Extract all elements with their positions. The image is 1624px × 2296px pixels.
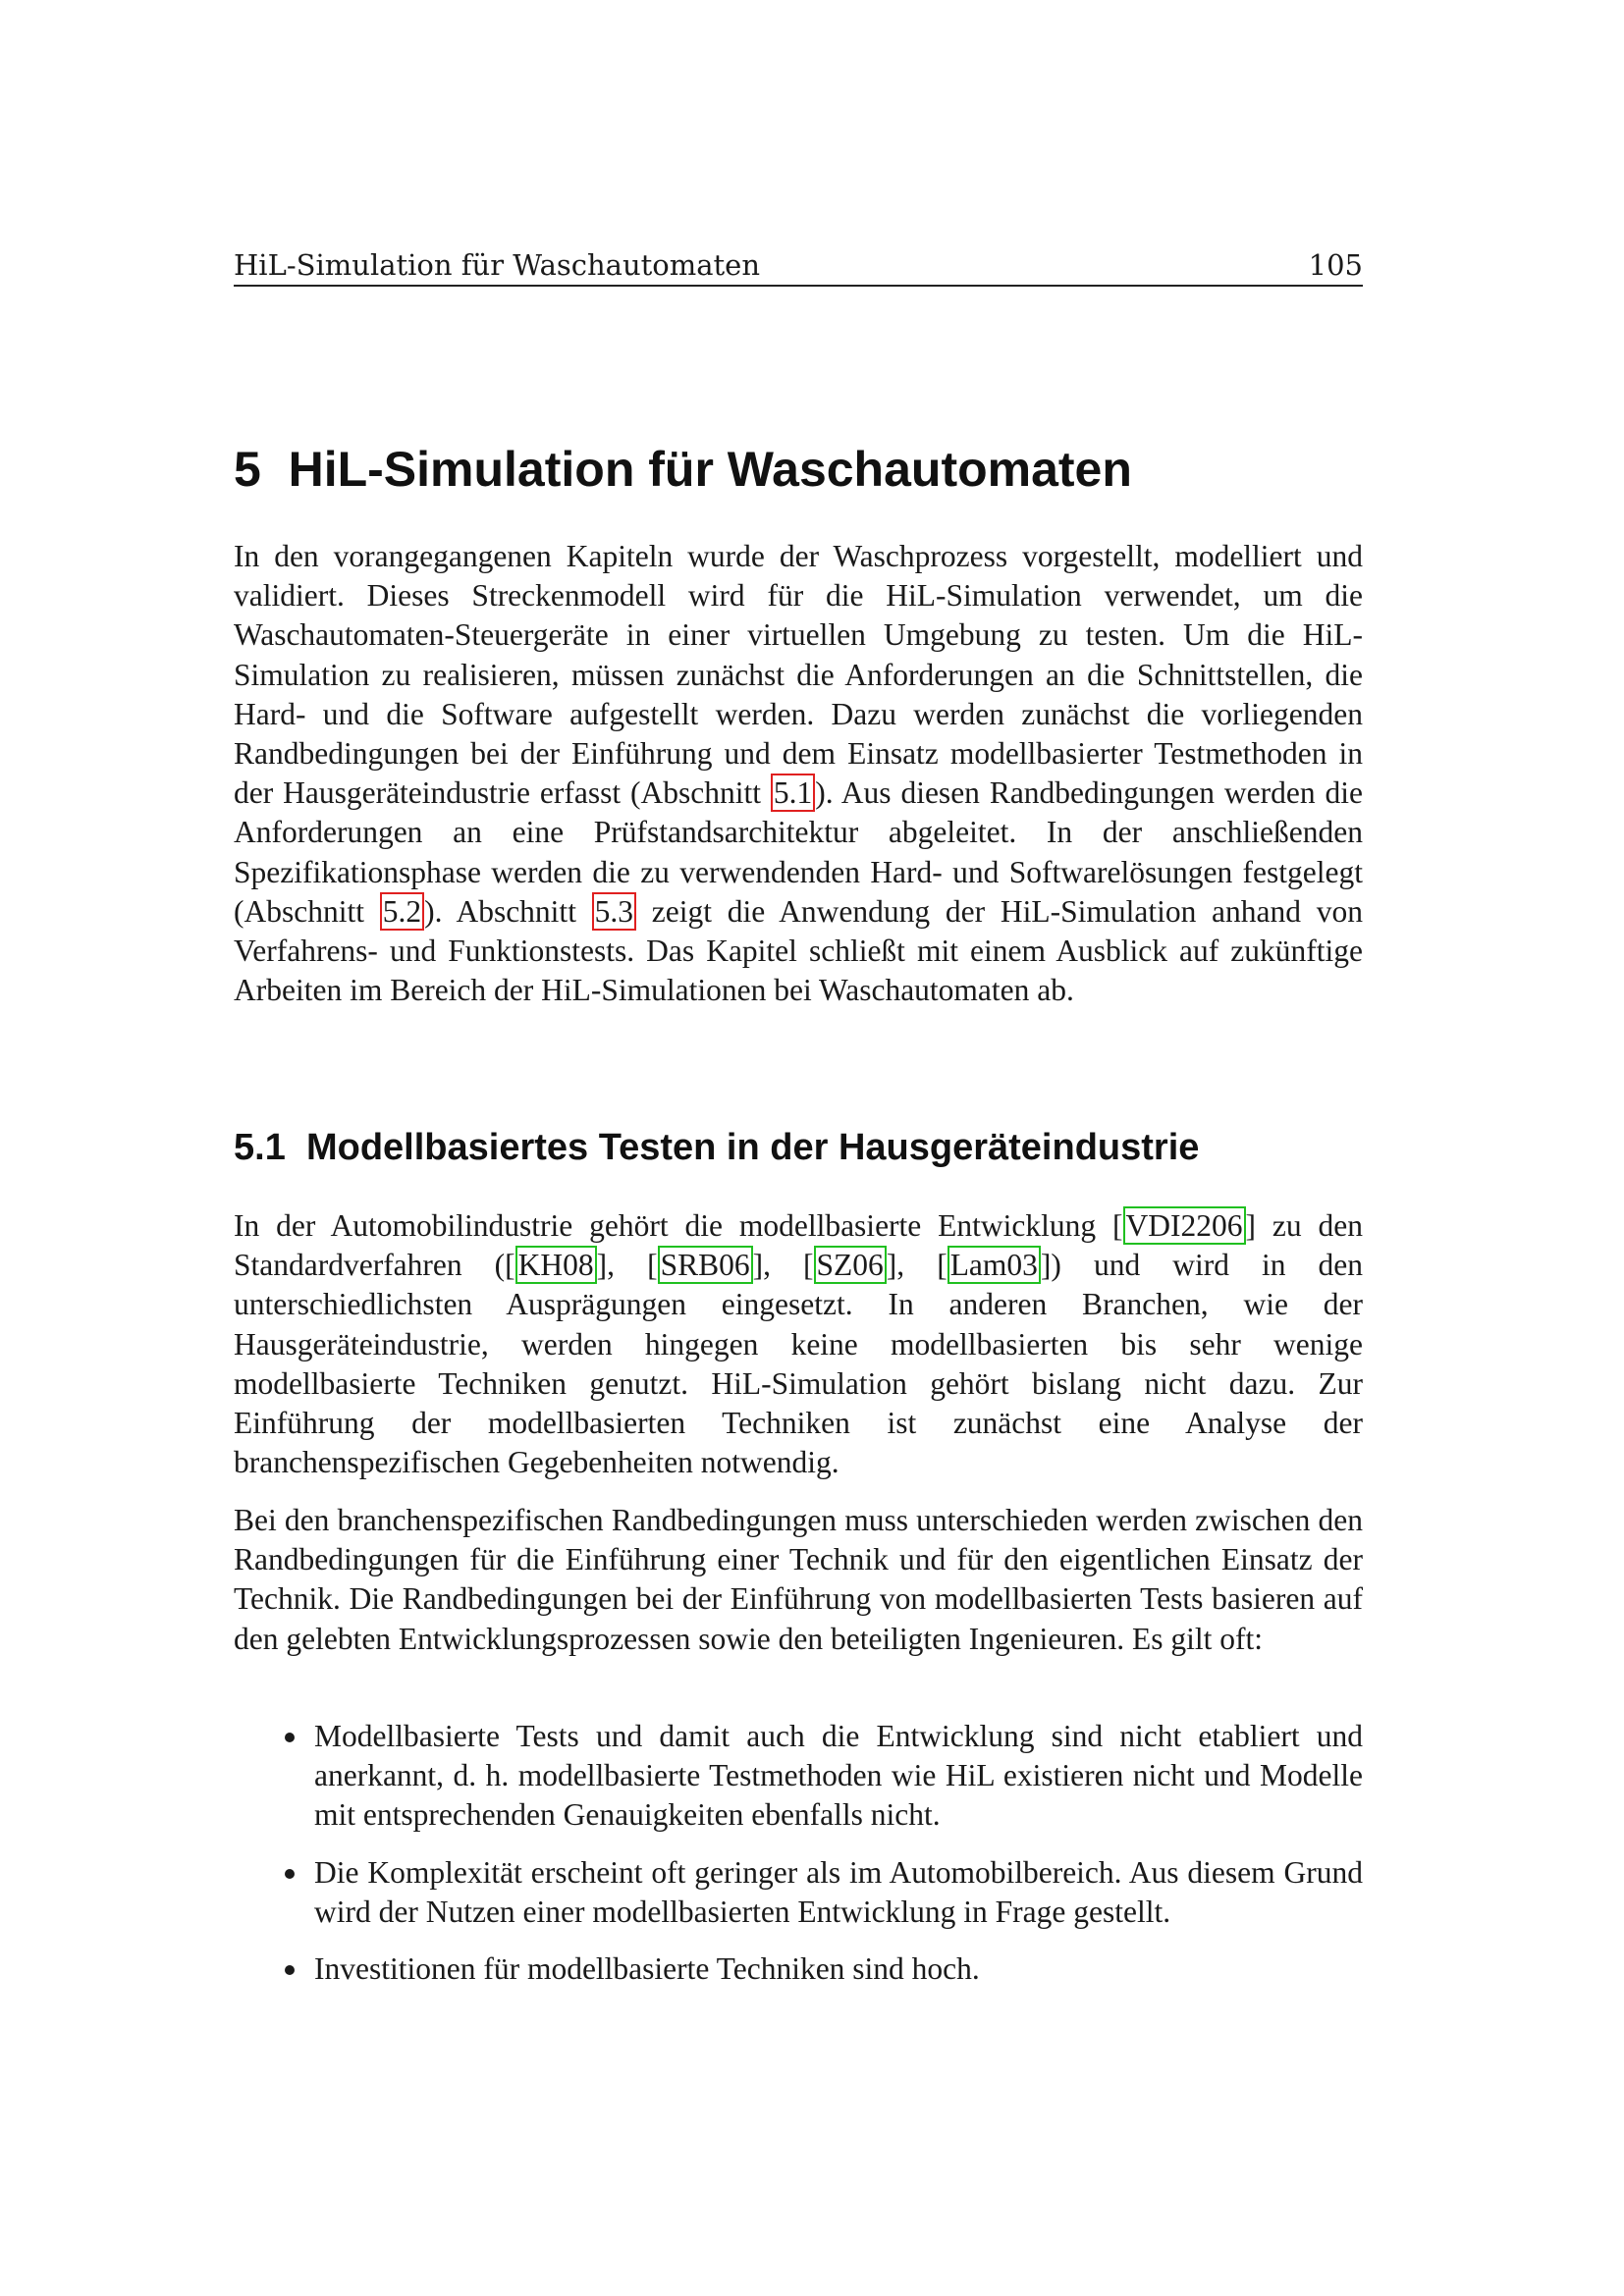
- running-title: HiL-Simulation für Waschautomaten: [234, 248, 761, 282]
- intro-text-2: ). Aus diesen Randbedingungen werden die Anforderungen an eine Prüfstandsarchitektur abgeleitet. In der anschließenden Spezifikationsphase werden die zu verwendenden Hard- und Softwarelösungen festgelegt (Abschnitt: [234, 775, 1363, 929]
- chapter-number: 5: [234, 442, 261, 497]
- section-link-5-1[interactable]: 5.1: [771, 774, 815, 812]
- section-paragraph-2: Bei den branchenspezifischen Randbedingungen muss unterschieden werden zwischen den Randbedingungen für die Einführung einer Technik und für den eigentlichen Einsatz der Technik. Die Randbedingungen bei der Einführung von modellbasierten Tests basieren auf den gelebten Entwicklungsprozessen sowie den beteiligten Ingenieuren. Es gilt oft:: [234, 1503, 1363, 1656]
- section-paragraph-1: In der Automobilindustrie gehört die modellbasierte Entwicklung [VDI2206] zu den Standardverfahren ([KH08], [SRB06], [SZ06], [Lam03]) und wird in den unterschiedlichsten Ausprägungen eingesetzt. In anderen Branchen, wie der Hausgeräteindustrie, werden hingegen keine modellbasierten bis sehr wenige modellbasierte Techniken genutzt. HiL-Simulation gehört bislang nicht dazu. Zur Einführung der modellbasierten Techniken ist zunächst eine Analyse der branchenspezifischen Gegebenheiten notwendig.: [234, 1208, 1363, 1480]
- list-item: [234, 1949, 1363, 1989]
- bullet-icon: [285, 1869, 295, 1879]
- citation-kh08[interactable]: KH08: [515, 1246, 597, 1284]
- list-item-text: Investitionen für modellbasierte Techniken sind hoch.: [314, 1951, 980, 1987]
- list-item-text: Modellbasierte Tests und damit auch die Entwicklung sind nicht etabliert und anerkannt, d. h. modellbasierte Testmethoden wie HiL existieren nicht und Modelle mit entsprechenden Genauigkeiten ebenfalls nicht.: [314, 1719, 1363, 1833]
- citation-vdi2206[interactable]: VDI2206: [1123, 1206, 1246, 1245]
- section-number: 5.1: [234, 1127, 286, 1168]
- p2-text-4: ,: [763, 1248, 804, 1283]
- citation-lam03[interactable]: Lam03: [947, 1246, 1041, 1284]
- chapter-heading: [234, 440, 1132, 499]
- intro-paragraph: [234, 537, 1363, 1010]
- section-link-5-2[interactable]: 5.2: [380, 892, 424, 931]
- section-link-5-3[interactable]: 5.3: [592, 892, 636, 931]
- bullet-icon: [285, 1965, 295, 1975]
- p2-text-1: In der Automobilindustrie gehört die modellbasierte Entwicklung: [234, 1208, 1113, 1243]
- chapter-title: HiL-Simulation für Waschautomaten: [288, 442, 1132, 497]
- intro-text-1: In den vorangegangenen Kapiteln wurde der Waschprozess vorgestellt, modelliert und validiert. Dieses Streckenmodell wird für die HiL-Simulation verwendet, um die Waschautomaten-Steuergeräte in einer virtuellen Umgebung zu testen. Um die HiL-Simulation zu realisieren, müssen zunächst die Anforderungen an die Schnittstellen, die Hard- und die Software aufgestellt werden. Dazu werden zunächst die vorliegenden Randbedingungen bei der Einführung und dem Einsatz modellbasierter Testmethoden in der Hausgeräteindustrie erfasst (Abschnitt: [234, 539, 1363, 811]
- section-title: Modellbasiertes Testen in der Hausgeräteindustrie: [305, 1127, 1200, 1168]
- intro-text-3: ). Abschnitt: [424, 893, 592, 929]
- p2-text-2: zu den Standardverfahren (: [234, 1208, 1363, 1283]
- p2-text-6: ) und wird in den unterschiedlichsten Ausprägungen eingesetzt. In anderen Branchen, wie der Hausgeräteindustrie, werden hingegen keine modellbasierten bis sehr wenige modellbasierte Techniken genutzt. HiL-Simulation gehört bislang nicht dazu. Zur Einführung der modellbasierten Techniken ist zunächst eine Analyse der branchenspezifischen Gegebenheiten notwendig.: [234, 1248, 1363, 1480]
- list-item: [234, 1717, 1363, 1836]
- list-item: [234, 1853, 1363, 1932]
- page: [234, 0, 1363, 2296]
- intro-text-4: zeigt die Anwendung der HiL-Simulation anhand von Verfahrens- und Funktionstests. Das Kapitel schließt mit einem Ausblick auf zukünftige Arbeiten im Bereich der HiL-Simulationen bei Waschautomaten ab.: [234, 893, 1363, 1008]
- running-header: [234, 245, 1363, 287]
- citation-sz06[interactable]: SZ06: [814, 1246, 887, 1284]
- list-item-text: Die Komplexität erscheint oft geringer als im Automobilbereich. Aus diesem Grund wird der Nutzen einer modellbasierten Entwicklung in Frage gestellt.: [314, 1854, 1363, 1929]
- citation-srb06[interactable]: SRB06: [658, 1246, 753, 1284]
- section-heading: [234, 1123, 1199, 1172]
- p2-text-5: ,: [896, 1248, 938, 1283]
- bullet-list: [234, 1717, 1363, 2006]
- bullet-icon: [285, 1733, 295, 1742]
- p2-text-3: ,: [607, 1248, 648, 1283]
- page-number: 105: [1308, 248, 1363, 282]
